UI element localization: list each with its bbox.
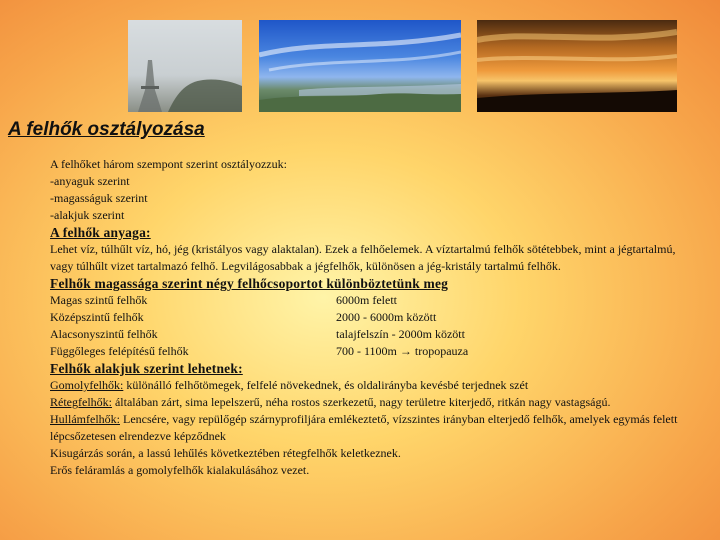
shape-term: Rétegfelhők: — [50, 395, 112, 409]
shape-desc: Lencsére, vagy repülőgép szárnyprofiljára emlékeztető, vízszintes irányban elterjedő felhők, amelyek egymás felett lépcsőzetesen elrendezve képződnek — [50, 412, 678, 443]
intro-text: A felhőket három szempont szerint osztályozzuk: — [50, 157, 287, 171]
shape-note-updraft: Erős feláramlás a gomolyfelhők kialakulásához vezet. — [50, 463, 310, 477]
height-row-name: Magas szintű felhők — [50, 293, 148, 307]
height-row-value: talajfelszín - 2000m között — [336, 327, 465, 341]
shape-heading: Felhők alakjuk szerint lehetnek: — [50, 361, 243, 376]
content-body — [50, 156, 690, 479]
height-heading: Felhők magassága szerint négy felhőcsoportot különböztetünk meg — [50, 276, 449, 291]
shape-term: Gomolyfelhők: — [50, 378, 124, 392]
shape-term: Hullámfelhők: — [50, 412, 120, 426]
shape-item-stratus — [50, 394, 690, 411]
height-row-value: 700 - 1100m → tropopauza — [336, 344, 469, 358]
height-row-value: 6000m felett — [336, 293, 397, 307]
material-heading: A felhők anyaga: — [50, 225, 151, 240]
height-row — [50, 292, 690, 309]
height-row — [50, 309, 690, 326]
height-row-value: 2000 - 6000m között — [336, 310, 437, 324]
intro-item-shape: -alakjuk szerint — [50, 208, 125, 222]
intro-item-height: -magasságuk szerint — [50, 191, 148, 205]
intro-item-material: -anyaguk szerint — [50, 174, 130, 188]
shape-item-cumulus — [50, 377, 690, 394]
shape-note-radiation: Kisugárzás során, a lassú lehűlés következtében rétegfelhők keletkeznek. — [50, 446, 401, 460]
photo-eiffel-tower-fog — [128, 20, 242, 112]
photo-cirrus-sky-lake — [259, 20, 461, 112]
material-text: Lehet víz, túlhűlt víz, hó, jég (kristályos vagy alaktalan). Ezek a felhőelemek. A víztartalmú felhők sötétebbek, mint a jégtartalmú, vagy túlhűlt vizet tartalmazó felhő. Legvilágosabbak a jégfelhők, különösen a jég-kristály tartalmú felhők. — [50, 242, 676, 273]
height-row-name: Középszintű felhők — [50, 310, 144, 324]
height-row — [50, 343, 690, 360]
shape-desc: általában zárt, sima lepelszerű, néha rostos szerkezetű, nagy területre kiterjedő, ritkán nagy vastagságú. — [111, 395, 611, 409]
height-row — [50, 326, 690, 343]
height-row-name: Alacsonyszintű felhők — [50, 327, 158, 341]
shape-desc: különálló felhőtömegek, felfelé növekednek, és oldalirányba kevésbé terjednek szét — [123, 378, 529, 392]
height-row-name: Függőleges felépítésű felhők — [50, 344, 189, 358]
shape-item-wave — [50, 411, 690, 445]
page-title: A felhők osztályozása — [8, 119, 205, 140]
photo-sunset-clouds — [477, 20, 677, 112]
